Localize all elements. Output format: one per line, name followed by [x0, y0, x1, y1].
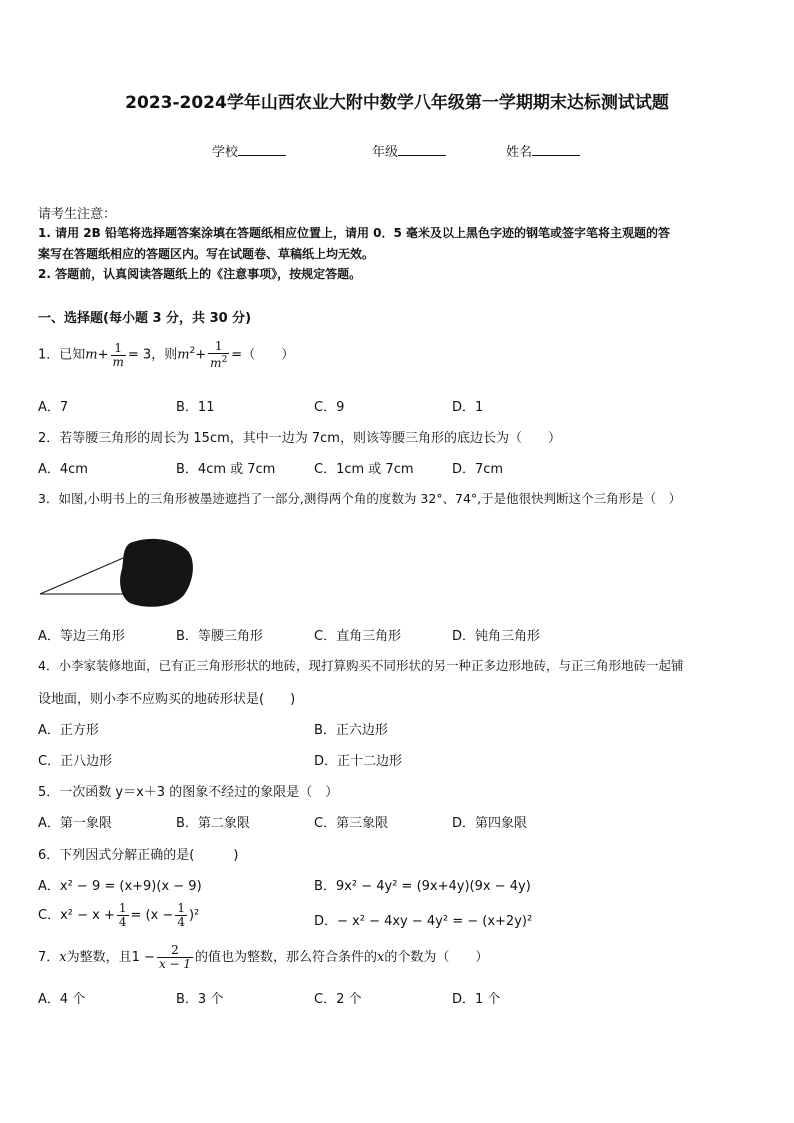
q7-stem	[38, 944, 488, 971]
q7-option-a[interactable]: A．4 个	[38, 992, 86, 1007]
q2-option-b[interactable]: B．4cm 或 7cm	[176, 462, 276, 477]
q6-stem: 6．下列因式分解正确的是( )	[38, 848, 239, 863]
q7-mid2: 的值也为整数，那么符合条件的	[195, 950, 378, 965]
q6-option-c[interactable]	[38, 902, 199, 929]
q6-c-pre: C．x² − x +	[38, 908, 115, 923]
q3-option-c[interactable]: C．直角三角形	[314, 629, 402, 644]
school-label: 学校	[212, 145, 239, 160]
q7-prefix: 7．	[38, 950, 60, 965]
notice-line-1: 1. 请用 2B 铅笔将选择题答案涂填在答题纸相应位置上，请用 0．5 毫米及以上黑色字迹的钢笔或签字笔将主观题的答	[38, 226, 670, 240]
q5-option-c[interactable]: C．第三象限	[314, 816, 389, 831]
q6-c-post: )²	[188, 908, 200, 923]
q3-stem: 3．如图,小明书上的三角形被墨迹遮挡了一部分,测得两个角的度数为 32°、74°,于是他很快判断这个三角形是（ ）	[38, 491, 682, 506]
q3-option-b[interactable]: B．等腰三角形	[176, 629, 263, 644]
name-blank[interactable]	[532, 143, 580, 156]
q2-option-a[interactable]: A．4cm	[38, 462, 88, 477]
q1-m: m	[85, 347, 98, 363]
name-label: 姓名	[506, 145, 533, 160]
grade-field	[372, 141, 446, 160]
q6-option-d[interactable]: D．− x² − 4xy − 4y² = − (x+2y)²	[314, 914, 533, 929]
q5-option-b[interactable]: B．第二象限	[176, 816, 250, 831]
q3-option-a[interactable]: A．等边三角形	[38, 629, 125, 644]
q1-prefix: 1．已知	[38, 347, 86, 363]
notice-heading: 请考生注意：	[38, 207, 117, 222]
q5-stem: 5．一次函数 y＝x＋3 的图象不经过的象限是（ ）	[38, 785, 339, 800]
school-blank[interactable]	[238, 143, 286, 156]
page-title: 2023-2024学年山西农业大附中数学八年级第一学期期末达标测试试题	[125, 93, 669, 113]
q1-tail: =（ ）	[231, 347, 295, 363]
q4-option-b[interactable]: B．正六边形	[314, 723, 388, 738]
notice-line-2: 案写在答题纸相应的答题区内。写在试题卷、草稿纸上均无效。	[38, 247, 375, 261]
name-field	[506, 141, 580, 160]
q6-c-frac-1-num: 1	[118, 901, 127, 915]
q1-option-b[interactable]: B．11	[176, 400, 215, 415]
q6-c-frac-2	[175, 902, 187, 929]
q2-option-c[interactable]: C．1cm 或 7cm	[314, 462, 414, 477]
q1-frac2-num: 1	[208, 340, 229, 354]
q4-option-d[interactable]: D．正十二边形	[314, 754, 403, 769]
q7-one-minus: 1 −	[131, 950, 155, 965]
q3-option-d[interactable]: D．钝角三角形	[452, 629, 541, 644]
q7-option-d[interactable]: D．1 个	[452, 992, 501, 1007]
q7-x: x	[59, 950, 67, 965]
section-1-heading: 一、选择题(每小题 3 分，共 30 分)	[38, 311, 252, 326]
q5-option-a[interactable]: A．第一象限	[38, 816, 112, 831]
q6-c-mid: = (x −	[130, 908, 174, 923]
q1-stem	[38, 340, 294, 370]
q6-option-b[interactable]: B．9x² − 4y² = (9x+4y)(9x − 4y)	[314, 879, 531, 894]
q7-frac	[157, 944, 193, 971]
q1-frac2-den	[208, 354, 229, 370]
q6-c-frac-1-den: 4	[118, 915, 127, 929]
q2-stem: 2．若等腰三角形的周长为 15cm，其中一边为 7cm，则该等腰三角形的底边长为（ ）	[38, 431, 561, 446]
q1-sq: 2	[189, 346, 196, 357]
q2-option-d[interactable]: D．7cm	[452, 462, 504, 477]
q4-stem-line-2: 设地面，则小李不应购买的地砖形状是( )	[38, 692, 296, 707]
q6-c-frac-1	[117, 902, 129, 929]
q7-option-c[interactable]: C．2 个	[314, 992, 362, 1007]
ink-blot	[120, 539, 193, 607]
q1-plus-2: +	[195, 347, 207, 363]
grade-blank[interactable]	[398, 143, 446, 156]
q7-tail: 的个数为（ ）	[384, 950, 489, 965]
q1-frac-1-over-m	[111, 342, 126, 369]
triangle-ink-figure	[38, 537, 198, 612]
q1-frac2-m: m	[210, 356, 222, 370]
notice-line-3: 2. 答题前，认真阅读答题纸上的《注意事项》，按规定答题。	[38, 267, 362, 281]
q7-x2: x	[377, 950, 385, 965]
q1-frac-den: m	[112, 354, 124, 369]
q7-frac-num: 2	[157, 944, 193, 958]
grade-label: 年级	[372, 145, 399, 160]
q1-plus: +	[97, 347, 109, 363]
q1-eq3: = 3，则	[127, 347, 178, 363]
q7-mid1: 为整数，且	[66, 950, 132, 965]
q4-option-c[interactable]: C．正八边形	[38, 754, 113, 769]
q6-c-frac-2-den: 4	[177, 915, 185, 929]
q7-frac-den: x − 1	[158, 957, 192, 971]
q1-option-d[interactable]: D．1	[452, 400, 484, 415]
q1-option-c[interactable]: C．9	[314, 400, 345, 415]
school-field	[212, 141, 286, 160]
q6-option-a[interactable]: A．x² − 9 = (x+9)(x − 9)	[38, 879, 202, 894]
q7-option-b[interactable]: B．3 个	[176, 992, 224, 1007]
q6-c-frac-2-num: 1	[177, 901, 185, 915]
q5-option-d[interactable]: D．第四象限	[452, 816, 528, 831]
q1-frac-num: 1	[111, 342, 126, 356]
q4-stem-line-1: 4．小李家装修地面，已有正三角形形状的地砖，现打算购买不同形状的另一种正多边形地砖，与正三角形地砖一起铺	[38, 658, 684, 673]
q1-option-a[interactable]: A．7	[38, 400, 69, 415]
q1-frac-1-over-m2	[208, 340, 229, 370]
q4-option-a[interactable]: A．正方形	[38, 723, 99, 738]
q1-frac2-sq: 2	[221, 355, 228, 365]
q1-m2: m	[177, 347, 190, 363]
